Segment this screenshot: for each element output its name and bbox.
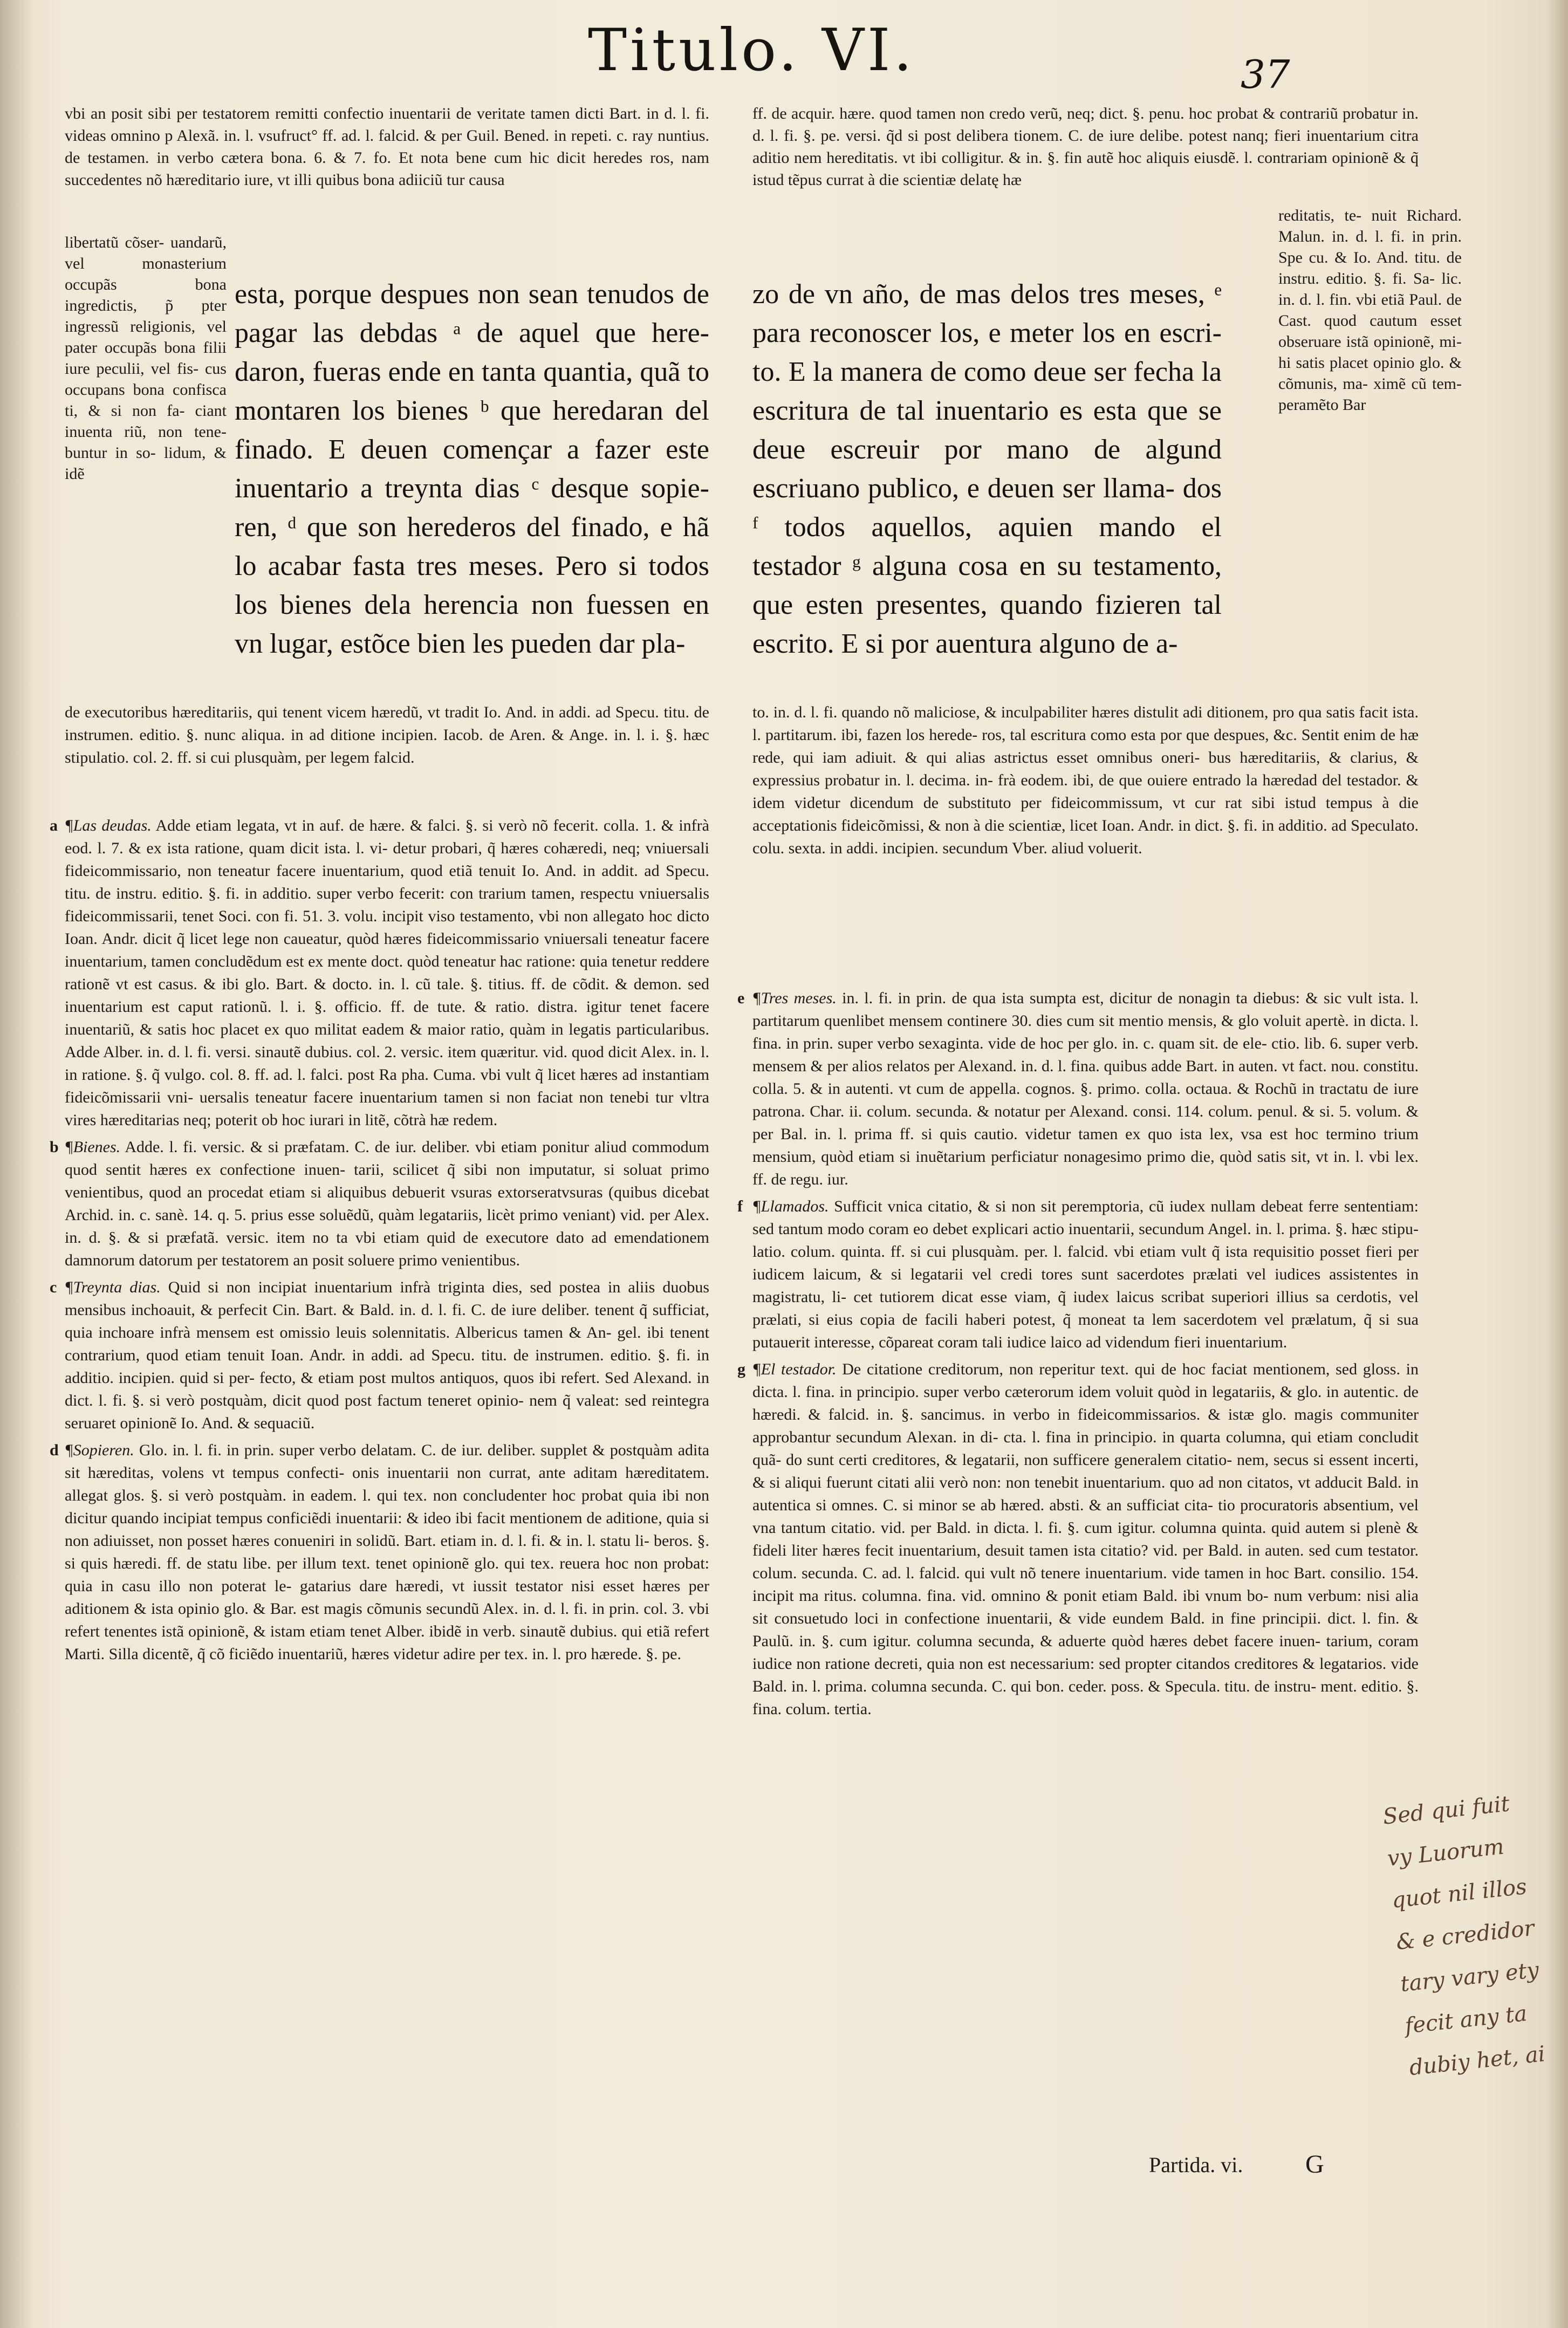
annotation xyxy=(50,814,709,1132)
handwritten-line: dubiy het, ai xyxy=(1408,2041,1546,2081)
gathering-letter: G xyxy=(1305,2150,1324,2179)
annotation-text: Glo. in. l. fi. in prin. super verbo delatam. C. de iur. deliber. supplet & postquàm adita sit hæreditas, volens vt tempus confecti- onis inuentarii non currat, ante aditam hæreditatem. allegat glos. §. si verò postquàm. in eadem. l. qui tex. non concludenter hoc probat quia ibi non dicitur quando incipiat tempus conficiẽdi inuentarii: & ideo ibi facit mentionem de aditione, quia si non adiuisset, non posset hæres conueniri in solidũ. Bart. etiam in. d. l. fi. & in. l. statu li- beros. §. si quis hæredi. ff. de statu libe. per illum text. tenet opinionẽ glo. qui tex. reuera hoc non probat: quia in casu illo non poterat le- gatarius dare hæredi, vt iussit testator nisi esset hæres per aditionem & ista opinio glo. & Bar. est magis cõmunis secundũ Alex. in. d. l. fi. in prin. col. 3. vbi refert tenentes istã opinionẽ, & istam etiam tenet Alber. ibidẽ in verb. sinautẽ dubius. qui etiã refert Marti. Silla dicentẽ, q̃ cõ ficiẽdo inuentariũ, hæres videtur adire per tex. in. l. pro hærede. §. pe. xyxy=(65,1441,710,1663)
annotation xyxy=(737,1195,1419,1354)
annotation-heading: ¶Sopieren. xyxy=(65,1441,134,1459)
annotation-text: Adde. l. fi. versic. & si præfatam. C. de iur. deliber. vbi etiam ponitur aliud commodum quod sentit hæres ex confectione inuen- tarii, scilicet q̃ sibi non imputatur, si soluat primo venientibus, quod an procedat etiam si aliquibus debuerit vsuras extorseratvsuras (quibus dicebat Archid. in. c. sanè. 14. q. 5. prius esse soluẽdũ, quàm legatariis, licèt primo veniant) vid. per Alex. in. d. §. & si præfatã. versic. item no ta vbi etiam quid de executore dato ad emendationem damnorum datorum per testatorem an posit soluere primo venientibus. xyxy=(65,1138,709,1269)
annotation-marker: g xyxy=(737,1360,745,1378)
handwritten-line: & e credidor xyxy=(1395,1915,1536,1955)
commentary-continuation-left: de executoribus hæreditariis, qui tenent vicem hæredũ, vt tradit Io. And. in addi. ad Specu. titu. de instrumen. editio. §. nunc aliqua. in ad ditione incipien. Iacob. de Aren. & Ange. in. l. i. §. hæc stipulatio. col. 2. ff. si cui plusquàm, per legem falcid. xyxy=(65,703,709,766)
annotation-text: Quid si non incipiat inuentarium infrà triginta dies, sed postea in aliis duobus mensibus inchoauit, & perfecit Cin. Bart. & Bald. in. d. l. fi. C. de iure deliber. tenent q̃ sufficiat, quia inchoare infrà mensem est omissio leuis solennitatis. Albericus tamen & An- gel. ibi tenent contrarium, quod etiam tenuit Ioan. Andr. in addi. ad Specu. titu. de instrumen. editio. §. fi. in additio. incipien. quid si per- fecto, & etiam post multos antiquos, quos ibi refert. Sed Alexand. in dict. l. fi. §. si verò postquàm, dicit quod post factum teneret opinio- nem q̃ valeat: sed reintegra seruaret opinionẽ Io. And. & sequaciũ. xyxy=(65,1278,709,1432)
handwritten-line: tary vary ety xyxy=(1399,1957,1540,1997)
annotation-marker: e xyxy=(737,989,745,1007)
intro-right-text: ff. de acquir. hære. quod tamen non credo verũ, neq; dict. §. penu. hoc probat & contrariũ probatur in. d. l. fi. §. pe. versi. q̃d si post delibera tionem. C. de iure delibe. potest nanq; fieri inuentarium citra aditio nem hereditatis. vt ibi colligitur. & in. §. fin autẽ hoc aliquis eiusdẽ. l. contrariam opinionẽ & q̃ istud tẽpus currat à die scientiæ delatę hæ xyxy=(752,105,1419,189)
annotation-marker: c xyxy=(50,1278,57,1296)
annotation xyxy=(50,1276,709,1435)
annotation-marker: b xyxy=(50,1138,59,1156)
annotation-heading: ¶Llamados. xyxy=(752,1197,829,1215)
annotation xyxy=(50,1439,710,1666)
annotation-marker: f xyxy=(737,1197,743,1215)
handwritten-line: Sed qui fuit xyxy=(1381,1791,1511,1830)
annotation-marker: d xyxy=(50,1441,59,1459)
annotation-heading: ¶Tres meses. xyxy=(752,989,837,1007)
annotation-heading: ¶Las deudas. xyxy=(65,817,152,834)
annotation xyxy=(50,1136,709,1272)
gloss-left-text: libertatũ cõser- uandarũ, vel monasterium occupãs bona ingredictis, p̃ pter ingressũ religionis, vel pater occupãs bona filii iure peculii, vel fis- cus occupans bona confisca ti, & si non fa- ciant inuenta riũ, non tene- buntur in so- lidum, & idẽ xyxy=(65,234,227,483)
handwritten-marginalia xyxy=(1381,1778,1568,2090)
handwritten-line: quot nil illos xyxy=(1390,1874,1528,1913)
annotation-text: Sufficit vnica citatio, & si non sit peremptoria, cũ iudex nullam debeat ferre sententiam: sed tantum modo coram eo debet explicari actio inuentarii, secundum Angel. in. l. prima. §. hæc stipu- latio. colum. quinta. ff. si cui plusquàm. per. l. falcid. vbi etiam vult q̃ ista requisitio posset fieri per iudicem laicum, & si legatarii vel credi tores sunt sacerdotes prælati vel iudices assistentes in magistratu, li- cet tutiorem dicat esse viam, q̃ iudex laicus scribat superiori illius sa cerdotis, vel prælati, si eius copia de facili haberi potest, q̃ moneat ta lem sacerdotem vel prælatum, q̃ si sua putauerit interesse, cõpareat coram tali iudice laico ad videndum fieri inuentarium. xyxy=(752,1197,1419,1351)
spine-shadow xyxy=(0,0,32,2328)
law-text-left: esta, porque despues non sean tenudos de pagar las debdas ᵃ de aquel que here- daron, fueras ende en tanta quantia, quã to montaren los bienes ᵇ que heredaran del finado. E deuen començar a fazer este inuentario a treynta dias ᶜ desque sopie- ren, ᵈ que son herederos del finado, e hã lo acabar fasta tres meses. Pero si todos los bienes dela herencia non fuessen en vn lugar, estõce bien les pueden dar pla- xyxy=(235,279,709,659)
intro-left-text: vbi an posit sibi per testatorem remitti confectio inuentarii de veritate tamen dicti Bart. in d. l. fi. videas omnino p Alexã. in. l. vsufruct° ff. ad. l. falcid. & per Guil. Bened. in repeti. c. ray nuntius. de testamen. in verbo cætera bona. 6. & 7. fo. Et nota bene cum hic dicit heredes ros, nam succedentes nõ hæreditario iure, vt illi quibus bona adiiciũ tur causa xyxy=(65,105,709,189)
annotation xyxy=(737,1358,1419,1721)
handwritten-line: fecit any ta xyxy=(1403,2001,1529,2039)
law-text-right: zo de vn año, de mas delos tres meses, ᵉ para reconoscer los, e meter los en escri- to. E la manera de como deue ser fecha la escritura de tal inuentario es esta que se deue escreuir por mano de algund escriuano publico, e deuen ser llama- dos ᶠ todos aquellos, aquien mando el testador ᵍ alguna cosa en su testamento, que esten presentes, quando fizieren tal escrito. E si por auentura alguno de a- xyxy=(752,279,1222,659)
handwritten-line: vy Luorum xyxy=(1386,1834,1505,1872)
annotations-left xyxy=(50,814,710,1670)
annotation-heading: ¶Bienes. xyxy=(65,1138,121,1156)
annotation xyxy=(737,987,1419,1191)
annotation-text: in. l. fi. in prin. de qua ista sumpta est, dicitur de nonagin ta diebus: & sic vult ista. l. partitarum quenlibet mensem continere 30. dies cum sit mentio mensis, & glo voluit apertè. in dicta. l. fina. in prin. super verbo sexaginta. vide de hoc per glo. in. c. quam sit. de ele- ctio. lib. 6. super verb. mensem & per alios relatos per Alexand. in. d. l. fina. quibus adde Bart. in auten. vt fact. nou. constitu. colla. 5. & in autenti. vt cum de appella. cognos. §. primo. colla. octaua. & Rochũ in tractatu de iure patrona. Char. ii. colum. secunda. & notatur per Alexand. consi. 114. colum. penul. & si. 5. volum. & per Bal. in. l. prima ff. si quis cautio. videtur tamen ex quo ista lex, vsa est hoc termino trium mensium, quòd etiam si inuẽtarium perficiatur nonagesimo primo die, quòd satis sit, vt in. l. vbi lex. ff. de regu. iur. xyxy=(752,989,1419,1188)
annotation-heading: ¶Treynta dias. xyxy=(65,1278,161,1296)
annotation-text: De citatione creditorum, non reperitur text. qui de hoc faciat mentionem, sed gloss. in dicta. l. fina. in principio. super verbo cæterorum idem voluit quòd in legatariis, & glo. in autentic. de hæredi. & falcid. in. §. sancimus. in verbo in fideicommissarios. & istæ glo. magis communiter approbantur secundum Alexan. in di- cta. l. fina in principio. in quarta columna, qui etiam concludit quã- do sunt certi creditores, & legatarii, non sufficere generalem citatio- nem, secus si essent incerti, & si aliqui fuerunt citati alii verò non: non tenebit inuentarium. quo ad non citatos, vt adducit Bald. in autentica si omnes. C. si minor se ab hæred. absti. & an sufficiat cita- tio procuratoris absentium, vel vna tantum citatio. vid. per Bald. in dicta. l. fi. §. cum igitur. columna quinta. quid autem si plenè & fideli liter hæres fecit inuentarium, desuit tamen ista citatio? vid. per Bald. in auten. sed cum testator. colum. secunda. C. ad. l. falcid. qui vult nõ tenere inuentarium. vide tamen in hoc Bart. consilio. 154. incipit ma ritus. columna. fina. vid. omnino & ponit etiam Bald. ibi vnum bo- num verbum: nisi alia sit consuetudo loci in confectione inuentarii, & vide eundem Bald. in fine principii. dict. l. fin. & Paulũ. in. §. cum igitur. columna secunda, & aduerte quòd hæres debet facere inuen- tarium, coram iudice non ratione decreti, quia non est necessarium: sed propter citandos creditores & legatarios. vide Bald. in. l. prima. columna secunda. C. qui bon. ceder. poss. & Specula. titu. de instru- ment. editio. §. fina. colum. tertia. xyxy=(752,1360,1419,1718)
annotations-right xyxy=(737,987,1419,1725)
signature-mark: Partida. vi. xyxy=(1149,2153,1243,2177)
annotation-heading: ¶El testador. xyxy=(752,1360,837,1378)
annotation-marker: a xyxy=(50,817,58,834)
gloss-right-text: reditatis, te- nuit Richard. Malun. in. d. l. fi. in prin. Spe cu. & Io. And. titu. de instru. editio. §. fi. Sa- lic. in. d. l. fin. vbi etiã Paul. de Cast. quod cautum esset obseruare istã opinionẽ, mi- hi satis placet opinio glo. & cõmunis, ma- ximẽ cũ tem- peramẽto Bar xyxy=(1278,207,1462,414)
page-title: Titulo. VI. xyxy=(588,17,915,84)
folio-number: 37 xyxy=(1241,52,1290,97)
commentary-continuation-right: to. in. d. l. fi. quando nõ maliciose, & inculpabiliter hæres distulit adi ditionem, pro qua satis facit ista. l. partitarum. ibi, fazen los herede- ros, tal escritura como esta por que despues, &c. Sentit enim de hæ rede, qui iam adiuit. & qui alias astrictus esset omnibus oneri- bus hæreditariis, & clarius, & expressius probatur in. l. decima. in- frà eodem. ibi, de que ouiere entrado la hæredad del testador. & idem videtur dicendum de substituto per fideicommissum, vt cur rat sibi istud tempus à die acceptationis fideicõmissi, & non à die scientiæ, licet Ioan. Andr. in dict. §. fi. in additio. ad Speculato. colu. sexta. in addi. incipien. secundum Vber. aliud voluerit. xyxy=(752,703,1419,857)
annotation-text: Adde etiam legata, vt in auf. de hære. & falci. §. si verò nõ fecerit. colla. 1. & infrà eod. l. 7. & ex ista ratione, quam dicit ista. l. vi- detur probari, q̃ hæres cohæredi, neq; vniuersali fideicommissario, non teneatur facere inuentarium, quod etiã tenuit Io. And. in addit. ad Specu. titu. de instru. editio. §. fi. in additio. super verbo fecerit: con trarium tamen, respectu vniuersalis fideicommissarii, tenet Soci. con fi. 51. 3. volu. incipit viso testamento, vbi non allegato hoc dicto Ioan. Andr. dicit q̃ licet lege non caueatur, quòd hæres fideicommissario vniuersali teneatur facere inuentarium, tamen concludẽdum est ex mente doct. quòd teneatur hac ratione: quia tenetur reddere rationẽ vt est casus. & ibi glo. Bart. & docto. in. l. cũ tale. §. titius. ff. de cõdit. & demon. sed inuentarium est caput rationũ. l. i. §. officio. ff. de tute. & ratio. distra. igitur tenet facere inuentariũ, & satis hoc placet ex quo militat eadem & maior ratio, quàm in legatis particularibus. Adde Alber. in. d. l. fi. versi. sinautẽ dubius. col. 2. versic. item quæritur. vid. quod dicit Alex. in. l. in ratione. §. q̃ vulgo. col. 8. ff. ad. l. falci. post Ra pha. Cuma. vbi vult q̃ licet hæres ad instantiam fideicõmissarii vni- uersalis teneatur facere inuentarium tamen si non faciat non tenebi tur vltra vires hæreditarias neq; poterit ob hoc iurari in litẽ, cõtrà hæ redem. xyxy=(65,817,709,1129)
